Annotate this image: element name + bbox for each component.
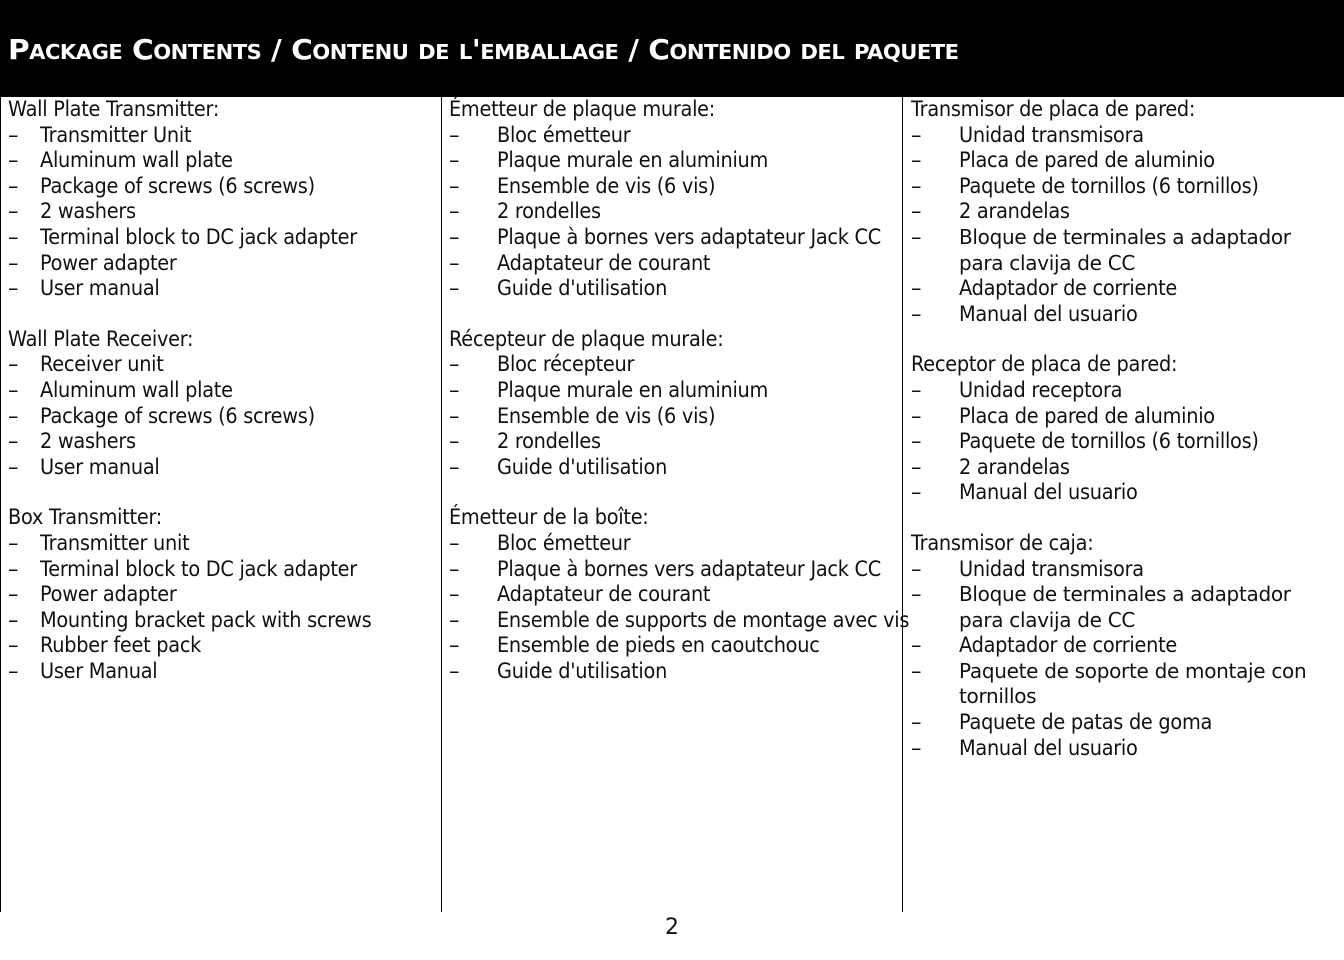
dash-bullet: – (449, 607, 460, 632)
contents-section (449, 327, 895, 481)
list-item (8, 531, 434, 557)
list-item-text: Plaque à bornes vers adaptateur Jack CC (497, 556, 881, 581)
list-item (8, 148, 434, 174)
list-item (911, 582, 1337, 633)
dash-bullet: – (449, 276, 460, 301)
dash-bullet: – (911, 582, 922, 607)
contents-section (8, 505, 434, 684)
dash-bullet: – (449, 633, 460, 658)
list-item-text: 2 rondelles (497, 199, 601, 224)
list-item-text: 2 washers (40, 429, 136, 454)
list-item-text: Plaque à bornes vers adaptateur Jack CC (497, 224, 881, 249)
list-item-text: Paquete de tornillos (6 tornillos) (959, 429, 1259, 454)
list-item (449, 225, 895, 251)
list-item-text: Transmitter Unit (40, 122, 192, 147)
dash-bullet: – (449, 250, 460, 275)
list-item-text: Plaque murale en aluminium (497, 148, 769, 173)
list-item-text: Unidad receptora (959, 377, 1123, 402)
list-item-text: Bloc émetteur (497, 122, 631, 147)
list-item-text: Paquete de tornillos (6 tornillos) (959, 173, 1259, 198)
list-item (449, 199, 895, 225)
list-item-text: 2 washers (40, 199, 136, 224)
dash-bullet: – (911, 454, 922, 479)
list-item (911, 123, 1337, 149)
list-item-text: Ensemble de vis (6 vis) (497, 403, 716, 428)
dash-bullet: – (449, 556, 460, 581)
list-item-text: Bloque de terminales a adaptador para clavija de CC (959, 224, 1291, 275)
section-title: Wall Plate Transmitter: (8, 97, 220, 121)
list-item-text: Manual del usuario (959, 735, 1138, 760)
list-item (911, 710, 1337, 736)
dash-bullet: – (8, 250, 19, 275)
section-title: Receptor de placa de pared: (911, 352, 1178, 377)
list-item-text: Plaque murale en aluminium (497, 377, 769, 402)
column-divider-1 (441, 97, 442, 912)
list-item (911, 199, 1337, 225)
dash-bullet: – (8, 582, 19, 607)
dash-bullet: – (8, 556, 19, 581)
dash-bullet: – (911, 276, 922, 301)
section-title: Transmisor de caja: (911, 530, 1094, 555)
list-item (449, 531, 895, 557)
list-item (911, 174, 1337, 200)
section-title: Récepteur de plaque murale: (449, 326, 724, 351)
contents-section (911, 97, 1337, 327)
dash-bullet: – (8, 122, 19, 147)
list-item-text: Aluminum wall plate (40, 148, 233, 173)
list-item (449, 404, 895, 430)
list-item (8, 633, 434, 659)
dash-bullet: – (911, 429, 922, 454)
list-item-text: Receiver unit (40, 352, 164, 377)
list-item-text: Unidad transmisora (959, 556, 1144, 581)
list-item (8, 404, 434, 430)
section-title: Transmisor de placa de pared: (911, 97, 1196, 121)
list-item (449, 174, 895, 200)
dash-bullet: – (8, 658, 19, 683)
list-item (449, 251, 895, 277)
list-item-text: Package of screws (6 screws) (40, 173, 315, 198)
list-item-text: Unidad transmisora (959, 122, 1144, 147)
dash-bullet: – (911, 301, 922, 326)
list-item (449, 123, 895, 149)
column-french (449, 97, 910, 709)
list-item-text: Mounting bracket pack with screws (40, 607, 372, 632)
list-item-text: Guide d'utilisation (497, 276, 668, 301)
list-item (449, 148, 895, 174)
dash-bullet: – (449, 173, 460, 198)
list-item-text: Guide d'utilisation (497, 658, 668, 683)
contents-section (911, 531, 1337, 761)
dash-bullet: – (8, 148, 19, 173)
column-divider-left (0, 97, 1, 912)
dash-bullet: – (911, 377, 922, 402)
list-item-text: Bloc émetteur (497, 530, 631, 555)
dash-bullet: – (449, 429, 460, 454)
dash-bullet: – (911, 199, 922, 224)
list-item (911, 378, 1337, 404)
page-title: Package Contents / Contenu de l'emballage / Contenido del paquete (8, 33, 959, 66)
dash-bullet: – (8, 633, 19, 658)
dash-bullet: – (8, 224, 19, 249)
column-spanish (911, 97, 1337, 786)
list-item-text: Manual del usuario (959, 480, 1138, 505)
list-item-text: Placa de pared de aluminio (959, 403, 1215, 428)
list-item (8, 225, 434, 251)
section-title: Émetteur de la boîte: (449, 505, 649, 530)
dash-bullet: – (911, 633, 922, 658)
list-item (8, 174, 434, 200)
dash-bullet: – (449, 658, 460, 683)
list-item-text: 2 arandelas (959, 454, 1070, 479)
list-item (449, 557, 895, 583)
list-item-text: Bloque de terminales a adaptador para clavija de CC (959, 582, 1291, 632)
list-item-text: Guide d'utilisation (497, 454, 668, 479)
dash-bullet: – (911, 122, 922, 147)
page-number: 2 (665, 915, 679, 940)
list-item (8, 659, 434, 685)
list-item-text: Placa de pared de aluminio (959, 148, 1215, 173)
list-item-text: Rubber feet pack (40, 633, 202, 658)
list-item-text: Adaptateur de courant (497, 582, 711, 607)
list-item (911, 429, 1337, 455)
list-item-text: Adaptateur de courant (497, 250, 711, 275)
section-title: Box Transmitter: (8, 505, 163, 530)
contents-section (8, 327, 434, 481)
list-item (911, 225, 1337, 276)
list-item (8, 276, 434, 302)
list-item-text: Ensemble de vis (6 vis) (497, 173, 716, 198)
list-item (8, 352, 434, 378)
dash-bullet: – (449, 582, 460, 607)
list-item (911, 276, 1337, 302)
list-item-text: Paquete de patas de goma (959, 710, 1213, 735)
list-item (8, 199, 434, 225)
dash-bullet: – (8, 173, 19, 198)
dash-bullet: – (911, 735, 922, 760)
list-item-text: Power adapter (40, 582, 177, 607)
column-english (8, 97, 434, 709)
list-item-text: Aluminum wall plate (40, 377, 233, 402)
dash-bullet: – (8, 403, 19, 428)
dash-bullet: – (449, 403, 460, 428)
list-item-text: Ensemble de pieds en caoutchouc (497, 633, 820, 658)
list-item-text: Manual del usuario (959, 301, 1138, 326)
list-item (8, 557, 434, 583)
section-title: Émetteur de plaque murale: (449, 97, 716, 121)
dash-bullet: – (449, 352, 460, 377)
contents-section (449, 505, 910, 684)
list-item (449, 455, 895, 481)
list-item-text: Ensemble de supports de montage avec vis (497, 607, 910, 632)
dash-bullet: – (911, 658, 922, 683)
dash-bullet: – (449, 530, 460, 555)
list-item-text: Package of screws (6 screws) (40, 403, 315, 428)
list-item-text: User Manual (40, 658, 158, 683)
list-item-text: User manual (40, 454, 160, 479)
list-item-text: Power adapter (40, 250, 177, 275)
list-item-text: Terminal block to DC jack adapter (40, 224, 357, 249)
dash-bullet: – (911, 403, 922, 428)
list-item (911, 633, 1337, 659)
dash-bullet: – (449, 122, 460, 147)
dash-bullet: – (449, 224, 460, 249)
dash-bullet: – (449, 377, 460, 402)
contents-section (449, 97, 895, 302)
list-item (911, 736, 1337, 762)
dash-bullet: – (911, 710, 922, 735)
dash-bullet: – (911, 480, 922, 505)
dash-bullet: – (8, 454, 19, 479)
dash-bullet: – (911, 148, 922, 173)
dash-bullet: – (8, 352, 19, 377)
list-item (911, 480, 1337, 506)
dash-bullet: – (8, 530, 19, 555)
list-item (449, 276, 895, 302)
dash-bullet: – (8, 429, 19, 454)
list-item (8, 251, 434, 277)
list-item (8, 429, 434, 455)
list-item (8, 455, 434, 481)
list-item-text: Terminal block to DC jack adapter (40, 556, 357, 581)
column-divider-2 (902, 97, 903, 912)
list-item (8, 123, 434, 149)
list-item (911, 557, 1337, 583)
list-item (449, 659, 895, 685)
list-item (449, 633, 895, 659)
list-item (911, 148, 1337, 174)
dash-bullet: – (449, 148, 460, 173)
list-item-text: Paquete de soporte de montaje con tornillos (959, 658, 1307, 709)
dash-bullet: – (911, 173, 922, 198)
dash-bullet: – (911, 556, 922, 581)
dash-bullet: – (8, 199, 19, 224)
list-item-text: Adaptador de corriente (959, 276, 1177, 301)
list-item (449, 607, 910, 634)
page-header (0, 0, 1344, 97)
list-item-text: 2 arandelas (959, 199, 1070, 224)
list-item (449, 582, 895, 608)
contents-section (911, 352, 1337, 506)
list-item (449, 429, 895, 455)
list-item (911, 404, 1337, 430)
list-item (8, 608, 434, 634)
list-item (449, 352, 895, 378)
dash-bullet: – (8, 377, 19, 402)
list-item (911, 455, 1337, 481)
list-item (8, 582, 434, 608)
list-item-text: 2 rondelles (497, 429, 601, 454)
dash-bullet: – (449, 199, 460, 224)
dash-bullet: – (8, 607, 19, 632)
list-item-text: Transmitter unit (40, 530, 190, 555)
list-item (911, 302, 1337, 328)
contents-section (8, 97, 434, 302)
list-item (911, 659, 1337, 710)
list-item-text: Adaptador de corriente (959, 633, 1177, 658)
dash-bullet: – (449, 454, 460, 479)
list-item (449, 378, 895, 404)
dash-bullet: – (8, 276, 19, 301)
section-title: Wall Plate Receiver: (8, 326, 194, 351)
list-item (8, 378, 434, 404)
list-item-text: Bloc récepteur (497, 352, 635, 377)
list-item-text: User manual (40, 276, 160, 301)
dash-bullet: – (911, 224, 922, 249)
